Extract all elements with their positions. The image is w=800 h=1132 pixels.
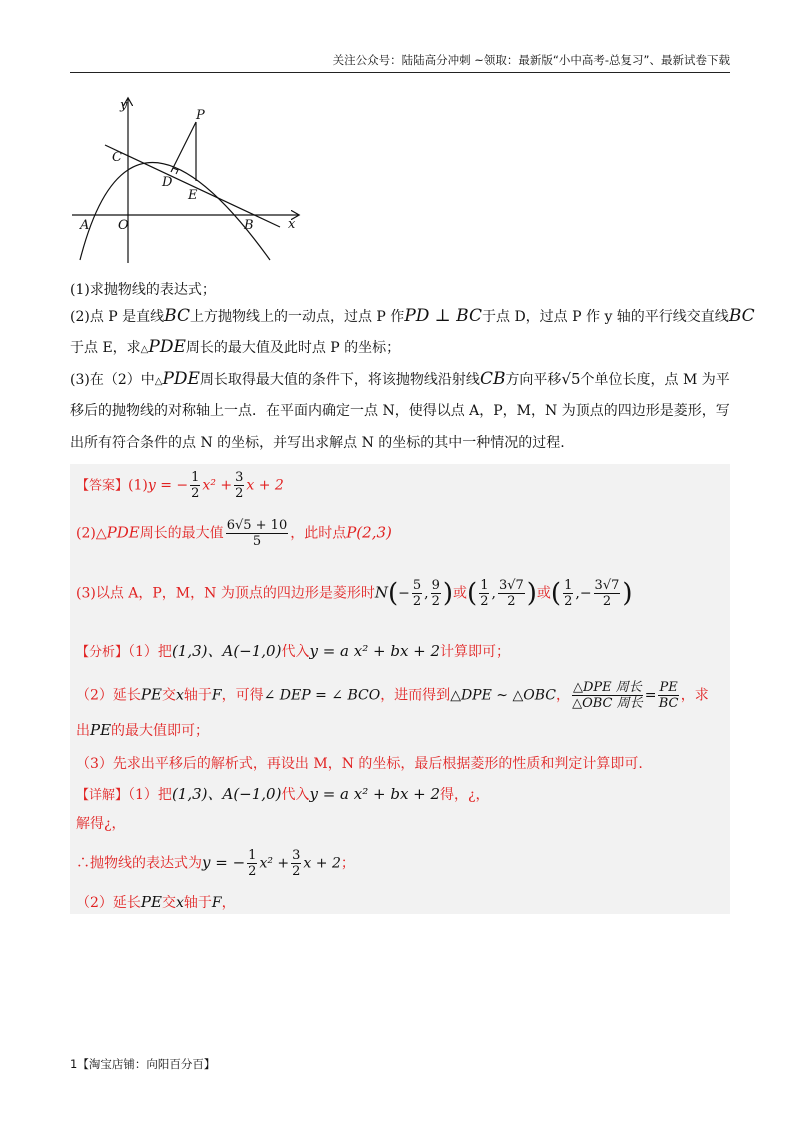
page-footer: 1【淘宝店铺：向阳百分百】 [70, 1057, 216, 1071]
segment-pd [171, 122, 196, 172]
question-1: (1)求抛物线的表达式； [70, 282, 216, 298]
label-e: E [188, 188, 198, 203]
detail-3: ∴抛物线的表达式为y = − $\frac{1}{2}$ x² + $\frac{3}{2}$ x + 2； [76, 848, 355, 879]
label-o: O [118, 218, 129, 233]
question-3-line1: (3)在（2）中△PDE周长取得最大值的条件下，将该抛物线沿射线CB方向平移√5个单位长度，点 M 为平 [70, 369, 730, 389]
question-3-line3: 出所有符合条件的点 N 的坐标，并写出求解点 N 的坐标的其中一种情况的过程. [70, 435, 565, 451]
label-c: C [112, 150, 122, 165]
answer-2: (2)△PDE周长的最大值 $\frac{6√5 + 10}{5}$ ，此时点P(2,3) [76, 518, 392, 549]
question-2-line1: (2)点 P 是直线BC上方抛物线上的一动点，过点 P 作PD ⊥ BC于点 D，过点 P 作 y 轴的平行线交直线BC [70, 306, 755, 326]
label-p: P [196, 108, 205, 123]
label-x: x [288, 217, 296, 232]
parabola-figure [70, 95, 310, 265]
answer-1: 【答案】(1)y = − $\frac{1}{2}$ x² + $\frac{3}{2}$ x + 2 [76, 470, 284, 501]
label-a: A [80, 218, 90, 233]
question-3-line2: 移后的抛物线的对称轴上一点．在平面内确定一点 N，使得以点 A，P，M，N 为顶点的四边形是菱形，写 [70, 403, 730, 419]
parabola-curve [80, 163, 270, 261]
analysis-1: 【分析】（1）把(1,3)、A(−1,0)代入y = a x² + bx + 2计算即可； [76, 642, 511, 660]
analysis-4: （3）先求出平移后的解析式，再设出 M，N 的坐标，最后根据菱形的性质和判定计算即可. [76, 756, 643, 772]
label-b: B [244, 218, 254, 233]
detail-1: 【详解】（1）把(1,3)、A(−1,0)代入y = a x² + bx + 2得，¿， [76, 785, 490, 803]
question-2-line2: 于点 E，求△PDE周长的最大值及此时点 P 的坐标； [70, 337, 401, 357]
analysis-3: 出PE的最大值即可； [76, 721, 210, 739]
header-divider [70, 72, 730, 73]
label-d: D [162, 175, 173, 190]
answer-3: (3)以点 A，P，M，N 为顶点的四边形是菱形时N(− $\frac{5}{2}$ , $\frac{9}{2}$ )或( $\frac{1}{2}$ , $\frac{3√7}{2}$ )或( $\frac{1}{2}$ ,− $\frac{3√7}{2}$ ) [76, 578, 633, 609]
label-y: y [120, 98, 128, 113]
detail-2: 解得¿， [76, 816, 126, 832]
analysis-2: （2）延长PE交x轴于F，可得∠ DEP = ∠ BCO，进而得到△DPE ∼ △OBC， $\frac{\text{△DPE 周长}}{\text{△OBC 周长}}$ = $\frac{PE}{BC}$ ，求 [76, 680, 709, 711]
detail-4: （2）延长PE交x轴于F， [76, 893, 236, 911]
page-header: 关注公众号：陆陆高分冲刺 ~领取：最新版“小中高考-总复习”、最新试卷下载 [332, 53, 730, 67]
